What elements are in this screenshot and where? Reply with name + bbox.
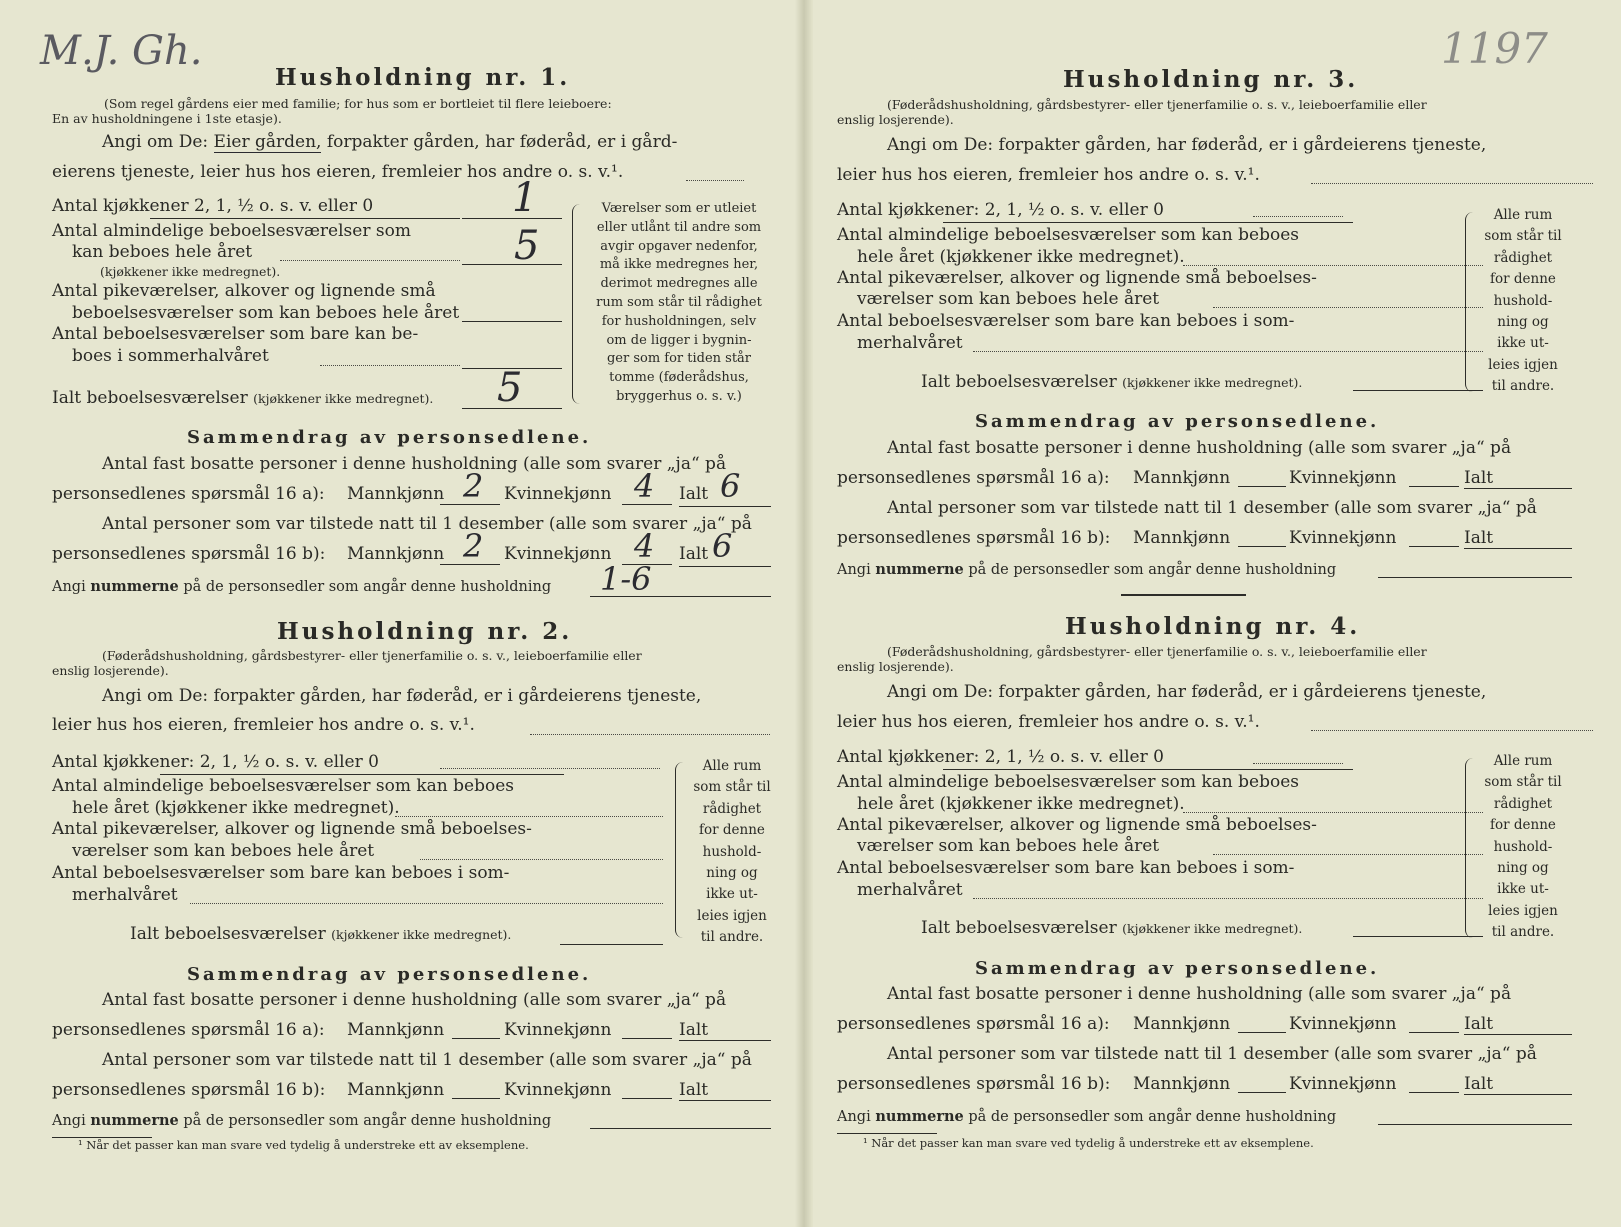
summary-1-a-kvinne-line [622, 504, 672, 505]
ialt-label-text: Ialt beboelsesværelser [52, 388, 248, 408]
summary-4-b2: personsedlenes spørsmål 16 b): [837, 1074, 1111, 1094]
summary-2-a-kvinne: Kvinnekjønn [504, 1020, 612, 1040]
summary-2-a-ialt-line[interactable] [679, 1040, 771, 1041]
household-1-side-note: Værelser som er utleiet eller utlånt til andre som avgir opgaver nedenfor, må ikke medregnes her, derimot medregnes alle rum som står til rådighet for husholdningen, selv om de ligger i bygnin- ger som for tiden står tomme (føderådshus, bryggerhus o. s. v.) [596, 201, 762, 404]
summary-1-nummer-value[interactable]: 1-6 [600, 560, 652, 598]
h3-somm-1: Antal beboelsesværelser som bare kan beboes i som- [837, 311, 1295, 331]
summary-2-b-ialt: Ialt [679, 1080, 709, 1100]
summary-1-a-ialt-line [679, 506, 771, 507]
alm-answer-line [462, 264, 562, 265]
summary-3-title: Sammendrag av personsedlene. [975, 411, 1380, 432]
summary-4-a-mann: Mannkjønn [1133, 1014, 1231, 1034]
h4-kjokken-answer-line[interactable] [943, 769, 1353, 770]
summary-2-title: Sammendrag av personsedlene. [187, 964, 592, 985]
side-brace [572, 204, 581, 404]
summary-1-a-mann-line [440, 504, 500, 505]
household-3-title: Husholdning nr. 3. [1063, 66, 1359, 93]
ialt-value[interactable]: 5 [497, 365, 523, 411]
right-page [813, 0, 1621, 1227]
footnote-left: ¹ Når det passer kan man svare ved tydelig å understreke ett av eksemplene. [78, 1138, 529, 1152]
summary-4-b-kvinne: Kvinnekjønn [1289, 1074, 1397, 1094]
h2-alm-dots[interactable] [395, 816, 663, 817]
summary-3-a2: personsedlenes spørsmål 16 a): [837, 468, 1110, 488]
pike-answer-line[interactable] [462, 321, 562, 322]
summary-4-b1: Antal personer som var tilstede natt til 1 desember (alle som svarer „ja“ på [887, 1044, 1537, 1064]
summary-3-b-kvinne-line[interactable] [1409, 546, 1459, 547]
angi-marked-eier: Eier gården, [213, 132, 322, 152]
h3-kjokken-dots [1253, 216, 1343, 217]
household-2-angi-line1: Angi om De: forpakter gården, har føderåd, er i gårdeierens tjeneste, [102, 686, 702, 706]
alm-value[interactable]: 5 [514, 223, 540, 269]
somm-label-2: boes i sommerhalvåret [72, 346, 269, 366]
summary-2-b-ialt-line[interactable] [679, 1100, 771, 1101]
summary-3-b-mann: Mannkjønn [1133, 528, 1231, 548]
summary-3-a-mann-line[interactable] [1238, 486, 1286, 487]
summary-1-a-kvinne-value[interactable]: 4 [634, 467, 655, 505]
summary-4-b-kvinne-line[interactable] [1409, 1092, 1459, 1093]
h4-pike-dots[interactable] [1213, 854, 1483, 855]
h2-alm-2: hele året (kjøkkener ikke medregnet). [72, 798, 400, 818]
summary-3-a-kvinne-line[interactable] [1409, 486, 1459, 487]
household-2-intro-2: enslig losjerende). [52, 663, 169, 678]
h4-somm-dots[interactable] [973, 898, 1483, 899]
pike-label-2: beboelsesværelser som kan beboes hele året [72, 303, 460, 323]
summary-4-nummer-line[interactable] [1378, 1124, 1572, 1125]
household-2-title: Husholdning nr. 2. [277, 618, 573, 645]
corner-annotation-right: 1197 [1441, 24, 1548, 73]
somm-label-1: Antal beboelsesværelser som bare kan be- [52, 324, 419, 344]
summary-4-title: Sammendrag av personsedlene. [975, 958, 1380, 979]
h4-alm-dots[interactable] [1183, 812, 1483, 813]
h3-alm-2: hele året (kjøkkener ikke medregnet). [857, 247, 1185, 267]
corner-annotation-left: M.J. Gh. [40, 28, 203, 74]
alm-dots [280, 260, 460, 261]
ialt-answer-line [462, 408, 562, 409]
alm-label-1: Antal almindelige beboelsesværelser som [52, 221, 411, 241]
summary-2-nummer: Angi nummerne på de personsedler som angår denne husholdning [52, 1112, 552, 1129]
summary-1-title: Sammendrag av personsedlene. [187, 427, 592, 448]
ialt-label [52, 390, 433, 407]
page-fold [795, 0, 813, 1227]
h2-side-brace [675, 762, 684, 938]
h2-ialt-answer-line[interactable] [560, 944, 663, 945]
h4-ialt-answer-line[interactable] [1353, 936, 1483, 937]
h2-angi-answer-line[interactable] [530, 734, 770, 735]
summary-1-b-ialt-line [679, 566, 771, 567]
summary-2-a2: personsedlenes spørsmål 16 a): [52, 1020, 325, 1040]
summary-1-a-mann-label: Mannkjønn [347, 484, 445, 504]
summary-2-a-ialt: Ialt [679, 1020, 709, 1040]
summary-4-a-mann-line[interactable] [1238, 1032, 1286, 1033]
h4-angi-answer-line[interactable] [1311, 730, 1593, 731]
h3-pike-1: Antal pikeværelser, alkover og lignende små beboelses- [837, 268, 1317, 288]
summary-3-b2: personsedlenes spørsmål 16 b): [837, 528, 1111, 548]
household-4-title: Husholdning nr. 4. [1065, 613, 1361, 640]
angi-options: forpakter gården, har føderåd, er i gård- [326, 132, 678, 152]
h4-pike-1: Antal pikeværelser, alkover og lignende små beboelses- [837, 815, 1317, 835]
household-1-angi-line2: eierens tjeneste, leier hus hos eieren, fremleier hos andre o. s. v.¹. [52, 162, 624, 182]
summary-3-nummer: Angi nummerne på de personsedler som angår denne husholdning [837, 561, 1337, 578]
h3-ialt-answer-line[interactable] [1353, 390, 1483, 391]
household-4-intro-2: enslig losjerende). [837, 659, 954, 674]
left-page [0, 0, 795, 1227]
h3-somm-dots[interactable] [973, 351, 1483, 352]
household-1-intro-2: En av husholdningene i 1ste etasje). [52, 111, 282, 126]
summary-3-a-ialt: Ialt [1464, 468, 1494, 488]
summary-4-a-ialt: Ialt [1464, 1014, 1494, 1034]
h2-pike-dots[interactable] [420, 859, 663, 860]
footnote-rule-right [837, 1133, 937, 1134]
household-4-angi-line1: Angi om De: forpakter gården, har føderåd, er i gårdeierens tjeneste, [887, 682, 1487, 702]
h4-side-brace [1465, 758, 1474, 938]
angi-answer-line[interactable] [686, 180, 744, 181]
h4-kjokken-dots [1253, 763, 1343, 764]
h2-kjokken-answer-line[interactable] [160, 774, 564, 775]
summary-3-b-mann-line[interactable] [1238, 546, 1286, 547]
summary-4-a2: personsedlenes spørsmål 16 a): [837, 1014, 1110, 1034]
h4-somm-1: Antal beboelsesværelser som bare kan beboes i som- [837, 858, 1295, 878]
summary-3-b-kvinne: Kvinnekjønn [1289, 528, 1397, 548]
h2-alm-1: Antal almindelige beboelsesværelser som kan beboes [52, 776, 514, 796]
household-3-intro-2: enslig losjerende). [837, 112, 954, 127]
summary-3-b-ialt-line[interactable] [1464, 548, 1572, 549]
h2-somm-dots[interactable] [190, 903, 663, 904]
summary-1-b-mann-line [440, 564, 500, 565]
summary-1-b1: Antal personer som var tilstede natt til 1 desember (alle som svarer „ja“ på [102, 514, 752, 534]
summary-4-a1: Antal fast bosatte personer i denne husholdning (alle som svarer „ja“ på [887, 984, 1512, 1004]
summary-1-a-kvinne-label: Kvinnekjønn [504, 484, 612, 504]
summary-4-b-ialt-line[interactable] [1464, 1094, 1572, 1095]
alm-label-3: (kjøkkener ikke medregnet). [100, 264, 281, 279]
summary-1-b-mann-value[interactable]: 2 [463, 527, 484, 565]
summary-2-a1: Antal fast bosatte personer i denne husholdning (alle som svarer „ja“ på [102, 990, 727, 1010]
h3-side-brace [1465, 212, 1474, 392]
h3-kjokken-label: Antal kjøkkener: 2, 1, ½ o. s. v. eller 0 [837, 200, 1164, 220]
household-2-angi-line2: leier hus hos eieren, fremleier hos andre o. s. v.¹. [52, 715, 475, 735]
summary-1-b2: personsedlenes spørsmål 16 b): [52, 544, 326, 564]
h4-ialt: Ialt beboelsesværelser (kjøkkener ikke medregnet). [921, 918, 1303, 938]
household-1-title: Husholdning nr. 1. [275, 64, 571, 91]
summary-2-a-mann-line[interactable] [452, 1038, 500, 1039]
h3-alm-1: Antal almindelige beboelsesværelser som kan beboes [837, 225, 1299, 245]
h2-pike-2: værelser som kan beboes hele året [72, 841, 375, 861]
h2-kjokken-dots [440, 768, 660, 769]
household-3-angi-line1: Angi om De: forpakter gården, har føderåd, er i gårdeierens tjeneste, [887, 135, 1487, 155]
household-3-intro: (Føderådshusholdning, gårdsbestyrer- eller tjenerfamilie o. s. v., leieboerfamilie eller [887, 97, 1427, 112]
household-3-side-note: Alle rum som står til rådighet for denne hushold- ning og ikke ut- leies igjen til andre. [1484, 207, 1562, 395]
kjokken-value[interactable]: 1 [512, 175, 538, 221]
household-4-side-note: Alle rum som står til rådighet for denne hushold- ning og ikke ut- leies igjen til andre. [1484, 753, 1562, 941]
angi-label: Angi om De: [102, 132, 209, 152]
household-1-angi-line1 [102, 134, 677, 151]
summary-1-nummer-line [590, 596, 771, 597]
h2-pike-1: Antal pikeværelser, alkover og lignende små beboelses- [52, 819, 532, 839]
h4-kjokken-label: Antal kjøkkener: 2, 1, ½ o. s. v. eller 0 [837, 747, 1164, 767]
summary-2-a-kvinne-line[interactable] [622, 1038, 672, 1039]
summary-3-b1: Antal personer som var tilstede natt til 1 desember (alle som svarer „ja“ på [887, 498, 1537, 518]
summary-1-b-ialt-label: Ialt [679, 544, 709, 564]
summary-1-a1: Antal fast bosatte personer i denne husholdning (alle som svarer „ja“ på [102, 454, 727, 474]
summary-2-b-kvinne: Kvinnekjønn [504, 1080, 612, 1100]
summary-3-a-ialt-line[interactable] [1464, 488, 1572, 489]
summary-3-nummer-line[interactable] [1378, 577, 1572, 578]
h3-pike-2: værelser som kan beboes hele året [857, 289, 1160, 309]
h2-somm-2: merhalvåret [72, 885, 178, 905]
h3-angi-answer-line[interactable] [1311, 183, 1593, 184]
h3-kjokken-answer-line[interactable] [943, 222, 1353, 223]
summary-3-a-mann: Mannkjønn [1133, 468, 1231, 488]
kjokken-underline [150, 218, 460, 219]
summary-1-b-kvinne-value[interactable]: 4 [634, 527, 655, 565]
summary-2-nummer-line[interactable] [590, 1128, 771, 1129]
summary-1-a-mann-value[interactable]: 2 [463, 467, 484, 505]
summary-1-b-mann-label: Mannkjønn [347, 544, 445, 564]
summary-4-a-ialt-line[interactable] [1464, 1034, 1572, 1035]
h2-somm-1: Antal beboelsesværelser som bare kan beboes i som- [52, 863, 510, 883]
summary-1-a-ialt-value[interactable]: 6 [720, 467, 741, 505]
summary-2-b2: personsedlenes spørsmål 16 b): [52, 1080, 326, 1100]
summary-2-b-kvinne-line[interactable] [622, 1098, 672, 1099]
summary-4-b-mann-line[interactable] [1238, 1092, 1286, 1093]
household-2-side-note: Alle rum som står til rådighet for denne hushold- ning og ikke ut- leies igjen til andre. [693, 758, 771, 946]
summary-1-b-ialt-value[interactable]: 6 [712, 527, 733, 565]
h3-somm-2: merhalvåret [857, 333, 963, 353]
kjokken-answer-line [462, 218, 562, 219]
h3-ialt: Ialt beboelsesværelser (kjøkkener ikke medregnet). [921, 372, 1303, 392]
summary-3-a1: Antal fast bosatte personer i denne husholdning (alle som svarer „ja“ på [887, 438, 1512, 458]
h2-kjokken-label: Antal kjøkkener: 2, 1, ½ o. s. v. eller 0 [52, 752, 379, 772]
household-3-angi-line2: leier hus hos eieren, fremleier hos andre o. s. v.¹. [837, 165, 1260, 185]
h4-alm-2: hele året (kjøkkener ikke medregnet). [857, 794, 1185, 814]
summary-4-a-kvinne-line[interactable] [1409, 1032, 1459, 1033]
summary-2-b1: Antal personer som var tilstede natt til 1 desember (alle som svarer „ja“ på [102, 1050, 752, 1070]
h3-alm-dots[interactable] [1183, 265, 1483, 266]
summary-1-a2: personsedlenes spørsmål 16 a): [52, 484, 325, 504]
somm-dots [320, 365, 460, 366]
alm-label-2: kan beboes hele året [72, 242, 253, 262]
summary-3-b-ialt: Ialt [1464, 528, 1494, 548]
summary-4-a-kvinne: Kvinnekjønn [1289, 1014, 1397, 1034]
household-4-intro: (Føderådshusholdning, gårdsbestyrer- eller tjenerfamilie o. s. v., leieboerfamilie eller [887, 644, 1427, 659]
ialt-note: (kjøkkener ikke medregnet). [253, 391, 434, 406]
footnote-right: ¹ Når det passer kan man svare ved tydelig å understreke ett av eksemplene. [863, 1136, 1314, 1150]
pike-label-1: Antal pikeværelser, alkover og lignende små [52, 281, 436, 301]
h4-somm-2: merhalvåret [857, 880, 963, 900]
summary-1-nummer: Angi nummerne på de personsedler som angår denne husholdning [52, 578, 552, 595]
summary-1-a-ialt-label: Ialt [679, 484, 709, 504]
summary-4-b-mann: Mannkjønn [1133, 1074, 1231, 1094]
summary-4-b-ialt: Ialt [1464, 1074, 1494, 1094]
h2-ialt: Ialt beboelsesværelser (kjøkkener ikke medregnet). [130, 924, 512, 944]
section-divider [1121, 594, 1246, 596]
h4-alm-1: Antal almindelige beboelsesværelser som kan beboes [837, 772, 1299, 792]
summary-1-b-kvinne-label: Kvinnekjønn [504, 544, 612, 564]
h4-pike-2: værelser som kan beboes hele året [857, 836, 1160, 856]
h3-pike-dots[interactable] [1213, 307, 1483, 308]
household-2-intro: (Føderådshusholdning, gårdsbestyrer- eller tjenerfamilie o. s. v., leieboerfamilie eller [102, 648, 642, 663]
household-4-angi-line2: leier hus hos eieren, fremleier hos andre o. s. v.¹. [837, 712, 1260, 732]
kjokken-label: Antal kjøkkener 2, 1, ½ o. s. v. eller 0 [52, 196, 374, 216]
summary-2-a-mann: Mannkjønn [347, 1020, 445, 1040]
summary-3-a-kvinne: Kvinnekjønn [1289, 468, 1397, 488]
summary-2-b-mann: Mannkjønn [347, 1080, 445, 1100]
summary-4-nummer: Angi nummerne på de personsedler som angår denne husholdning [837, 1108, 1337, 1125]
household-1-intro: (Som regel gårdens eier med familie; for hus som er bortleiet til flere leieboere: [104, 96, 612, 111]
summary-2-b-mann-line[interactable] [452, 1098, 500, 1099]
